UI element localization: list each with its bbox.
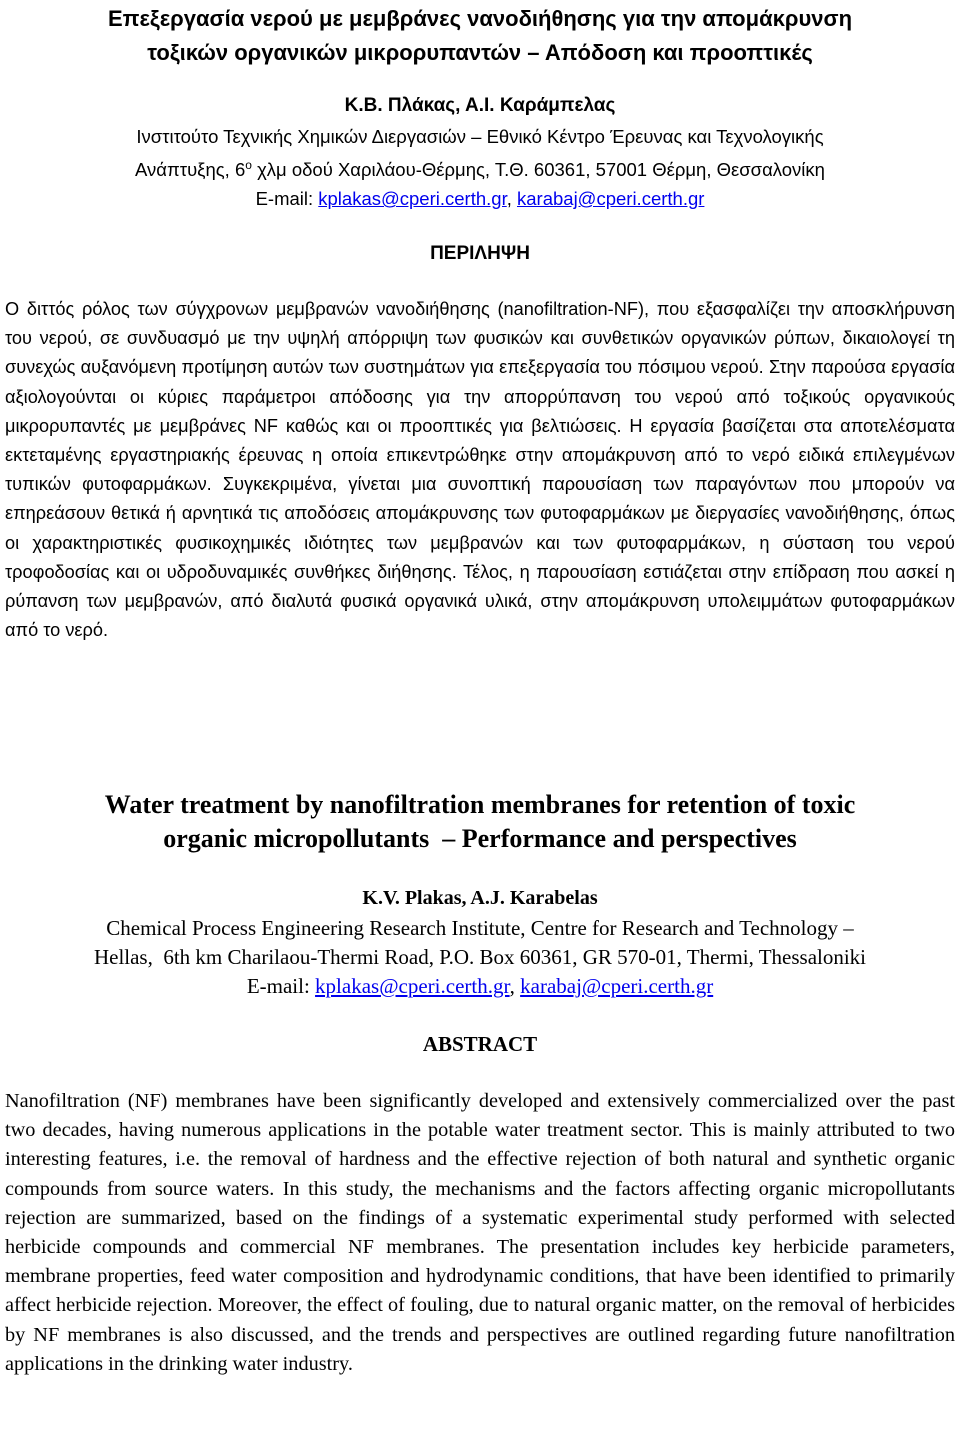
- greek-email-link-plakas[interactable]: kplakas@cperi.certh.gr: [318, 188, 507, 210]
- greek-title-line-2: τοξικών οργανικών μικρορυπαντών – Απόδοση και προοπτικές: [147, 40, 813, 65]
- english-affiliation-line-2: Hellas, 6th km Charilaou-Thermi Road, P.O. Box 60361, GR 570-01, Thermi, Thessaloniki: [93, 945, 867, 969]
- english-affiliation: [0, 914, 960, 1001]
- english-email-line: [0, 972, 960, 1001]
- english-title: [0, 788, 960, 856]
- english-title-line-2: organic micropollutants – Performance and perspectives: [163, 824, 797, 853]
- english-title-line-1: Water treatment by nanofiltration membranes for retention of toxic: [104, 790, 856, 819]
- greek-abstract-text: Ο διττός ρόλος των σύγχρονων μεμβρανών νανοδιήθησης (nanofiltration-NF), που εξασφαλίζει την αποσκλήρυνση του νερού, σε συνδυασμό με την υψηλή απόρριψη των φυσικών και συνθετικών οργανικών ρύπων, δικαιολογεί τη συνεχώς αυξανόμενη προτίμηση αυτών των συστημάτων για επεξεργασία του πόσιμου νερού. Στην παρούσα εργασία αξιολογούνται οι κύριες παράμετροι απόδοσης για την απορρύπανση του νερού από τοξικούς οργανικούς μικρορυπαντές με μεμβράνες NF καθώς και οι προοπτικές για βελτιώσεις. Η εργασία βασίζεται στα αποτελέσματα εκτεταμένης εργαστηριακής έρευνας η οποία επικεντρώθηκε στην απομάκρυνση από το νερό ειδικά επιλεγμένων τυπικών φυτοφαρμάκων. Συγκεκριμένα, γίνεται μια συνοπτική παρουσίαση των παραγόντων που μπορούν να επηρεάσουν θετικά ή αρνητικά τις αποδόσεις απομάκρυνσης των φυτοφαρμάκων με διεργασίες νανοδιήθησης, όπως οι χαρακτηριστικές φυσικοχημικές ιδιότητες των μεμβρανών και των φυτοφαρμάκων, η σύσταση του νερού τροφοδοσίας και οι υδροδυναμικές συνθήκες διήθησης. Τέλος, η παρουσίαση εστιάζεται στην επίδραση που ασκεί η ρύπανση των μεμβρανών, από διαλυτά φυσικά οργανικά υλικά, στην απομάκρυνση υπολειμμάτων φυτοφαρμάκων από το νερό.: [5, 299, 955, 641]
- greek-affiliation-superscript: ο: [245, 158, 252, 172]
- greek-affiliation-line-1: Ινστιτούτο Τεχνικής Χημικών Διεργασιών – Εθνικό Κέντρο Έρευνας και Τεχνολογικής: [136, 126, 824, 147]
- greek-email-separator: ,: [506, 188, 517, 210]
- greek-title: [0, 2, 960, 70]
- english-email-label: E-mail:: [246, 974, 316, 998]
- greek-authors: Κ.Β. Πλάκας, Α.Ι. Καράμπελας: [344, 95, 616, 116]
- greek-email-link-karabelas[interactable]: karabaj@cperi.certh.gr: [517, 188, 705, 210]
- english-affiliation-line-1: Chemical Process Engineering Research Institute, Centre for Research and Technology –: [106, 916, 854, 940]
- english-abstract-text: Nanofiltration (NF) membranes have been significantly developed and extensively commercialized over the past two decades, having numerous applications in the potable water treatment sector. This is mainly attributed to two interesting features, i.e. the removal of hardness and the effective rejection of both natural and synthetic organic compounds from source waters. In this study, the mechanisms and the factors affecting organic micropollutants rejection are summarized, based on the findings of a systematic experimental study performed with selected herbicide compounds and commercial NF membranes. The presentation includes key herbicide parameters, membrane properties, feed water composition and hydrodynamic conditions, that have been identified to primarily affect herbicide rejection. Moreover, the effect of fouling, due to natural organic matter, on the removal of herbicides by NF membranes is also discussed, and the trends and perspectives are outlined regarding future nanofiltration applications in the drinking water industry.: [5, 1090, 955, 1375]
- greek-affiliation-line-2-start: Ανάπτυξης, 6: [135, 159, 246, 181]
- greek-affiliation-line-2: [0, 151, 960, 184]
- english-email-separator: ,: [509, 974, 521, 998]
- greek-title-line-1: Επεξεργασία νερού με μεμβράνες νανοδιήθησης για την απομάκρυνση: [107, 6, 853, 31]
- greek-affiliation-line-2-end: χλμ οδού Χαριλάου-Θέρμης, Τ.Θ. 60361, 57001 Θέρμη, Θεσσαλονίκη: [251, 159, 825, 181]
- greek-affiliation: [0, 122, 960, 213]
- greek-abstract-heading: ΠΕΡΙΛΗΨΗ: [430, 243, 530, 264]
- english-email-link-plakas[interactable]: kplakas@cperi.certh.gr: [315, 974, 510, 998]
- english-abstract-heading: ABSTRACT: [422, 1032, 538, 1056]
- english-authors: K.V. Plakas, A.J. Karabelas: [362, 887, 598, 909]
- greek-email-label: E-mail:: [255, 188, 319, 210]
- greek-email-line: [0, 184, 960, 213]
- english-email-link-karabelas[interactable]: karabaj@cperi.certh.gr: [520, 974, 714, 998]
